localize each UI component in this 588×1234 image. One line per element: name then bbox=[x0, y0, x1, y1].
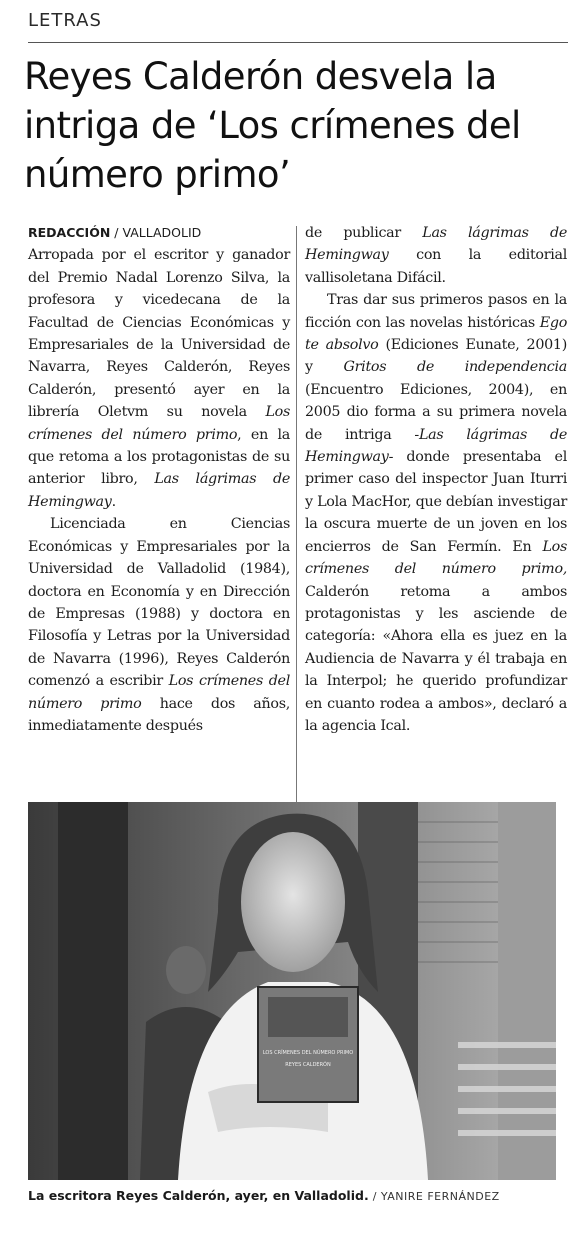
caption-separator: / bbox=[368, 1190, 381, 1203]
photo-credit: YANIRE FERNÁNDEZ bbox=[380, 1190, 500, 1203]
section-divider bbox=[28, 42, 568, 43]
book-title: Las lágrimas de Hemingway bbox=[305, 225, 567, 264]
byline-separator: / bbox=[110, 225, 123, 240]
article-column-right bbox=[305, 222, 567, 737]
book-title: Los crímenes del número primo bbox=[28, 673, 290, 712]
byline-author: REDACCIÓN bbox=[28, 225, 111, 240]
photo-illustration bbox=[28, 802, 556, 1180]
photo-caption bbox=[28, 1188, 568, 1203]
column-divider bbox=[296, 226, 297, 804]
caption-text: La escritora Reyes Calderón, ayer, en Valladolid. bbox=[28, 1188, 369, 1203]
book-title: Los crímenes del número primo bbox=[28, 404, 290, 443]
paragraph: Licenciada en Ciencias Económicas y Empresariales por la Universidad de Valladolid (1984), doctora en Economía y en Dirección de Empresas (1988) y doctora en Filosofía y Letras por la Universidad de Navarra (1996), Reyes Calderón comenzó a escribir Los crímenes del número primo hace dos años, inmediatamente después bbox=[28, 516, 290, 734]
author-photo bbox=[28, 802, 556, 1180]
book-cover-title: LOS CRÍMENES DEL NÚMERO PRIMO bbox=[262, 1050, 354, 1056]
byline bbox=[28, 222, 290, 244]
book-title: Ego te absolvo bbox=[305, 314, 567, 354]
article-column-left bbox=[28, 222, 290, 737]
book-title: Las lágrimas de Hemingway bbox=[28, 471, 290, 510]
paragraph: Arropada por el escritor y ganador del Premio Nadal Lorenzo Silva, la profesora y vicedecana de la Facultad de Ciencias Económicas y Empresariales de la Universidad de Navarra, Reyes Calderón, Reyes Calderón, presentó ayer en la librería Oletvm su novela Los crímenes del número primo, en la que retoma a los protagonistas de su anterior libro, Las lágrimas de Hemingway. bbox=[28, 247, 290, 510]
paragraph: Tras dar sus primeros pasos en la ficción con las novelas históricas Ego te absolvo (Ediciones Eunate, 2001) y Gritos de independencia (Encuentro Ediciones, 2004), en 2005 dio forma a su primera novela de intriga -Las lágrimas de Hemingway- donde presentaba el primer caso del inspector Juan Iturri y Lola MacHor, que debían investigar la oscura muerte de un joven en los encierros de San Fermín. En Los crímenes del número primo, Calderón retoma a ambos protagonistas y les asciende de categoría: «Ahora ella es juez en la Audiencia de Navarra y él trabaja en la Interpol; he querido profundizar en cuanto rodea a ambos», declaró a la agencia Ical. bbox=[305, 292, 567, 734]
book-title: Gritos de independencia bbox=[343, 359, 567, 376]
section-label: LETRAS bbox=[28, 10, 102, 31]
paragraph: de publicar Las lágrimas de Hemingway con la editorial vallisoletana Difácil. bbox=[305, 225, 567, 286]
book-cover-author: REYES CALDERÓN bbox=[285, 1062, 331, 1068]
headline: Reyes Calderón desvela la intriga de ‘Los crímenes del número primo’ bbox=[24, 55, 521, 196]
book-title: Los crímenes del número primo, bbox=[305, 538, 567, 578]
book-title: Las lágrimas de Hemingway bbox=[305, 426, 567, 466]
byline-place: VALLADOLID bbox=[122, 225, 202, 240]
